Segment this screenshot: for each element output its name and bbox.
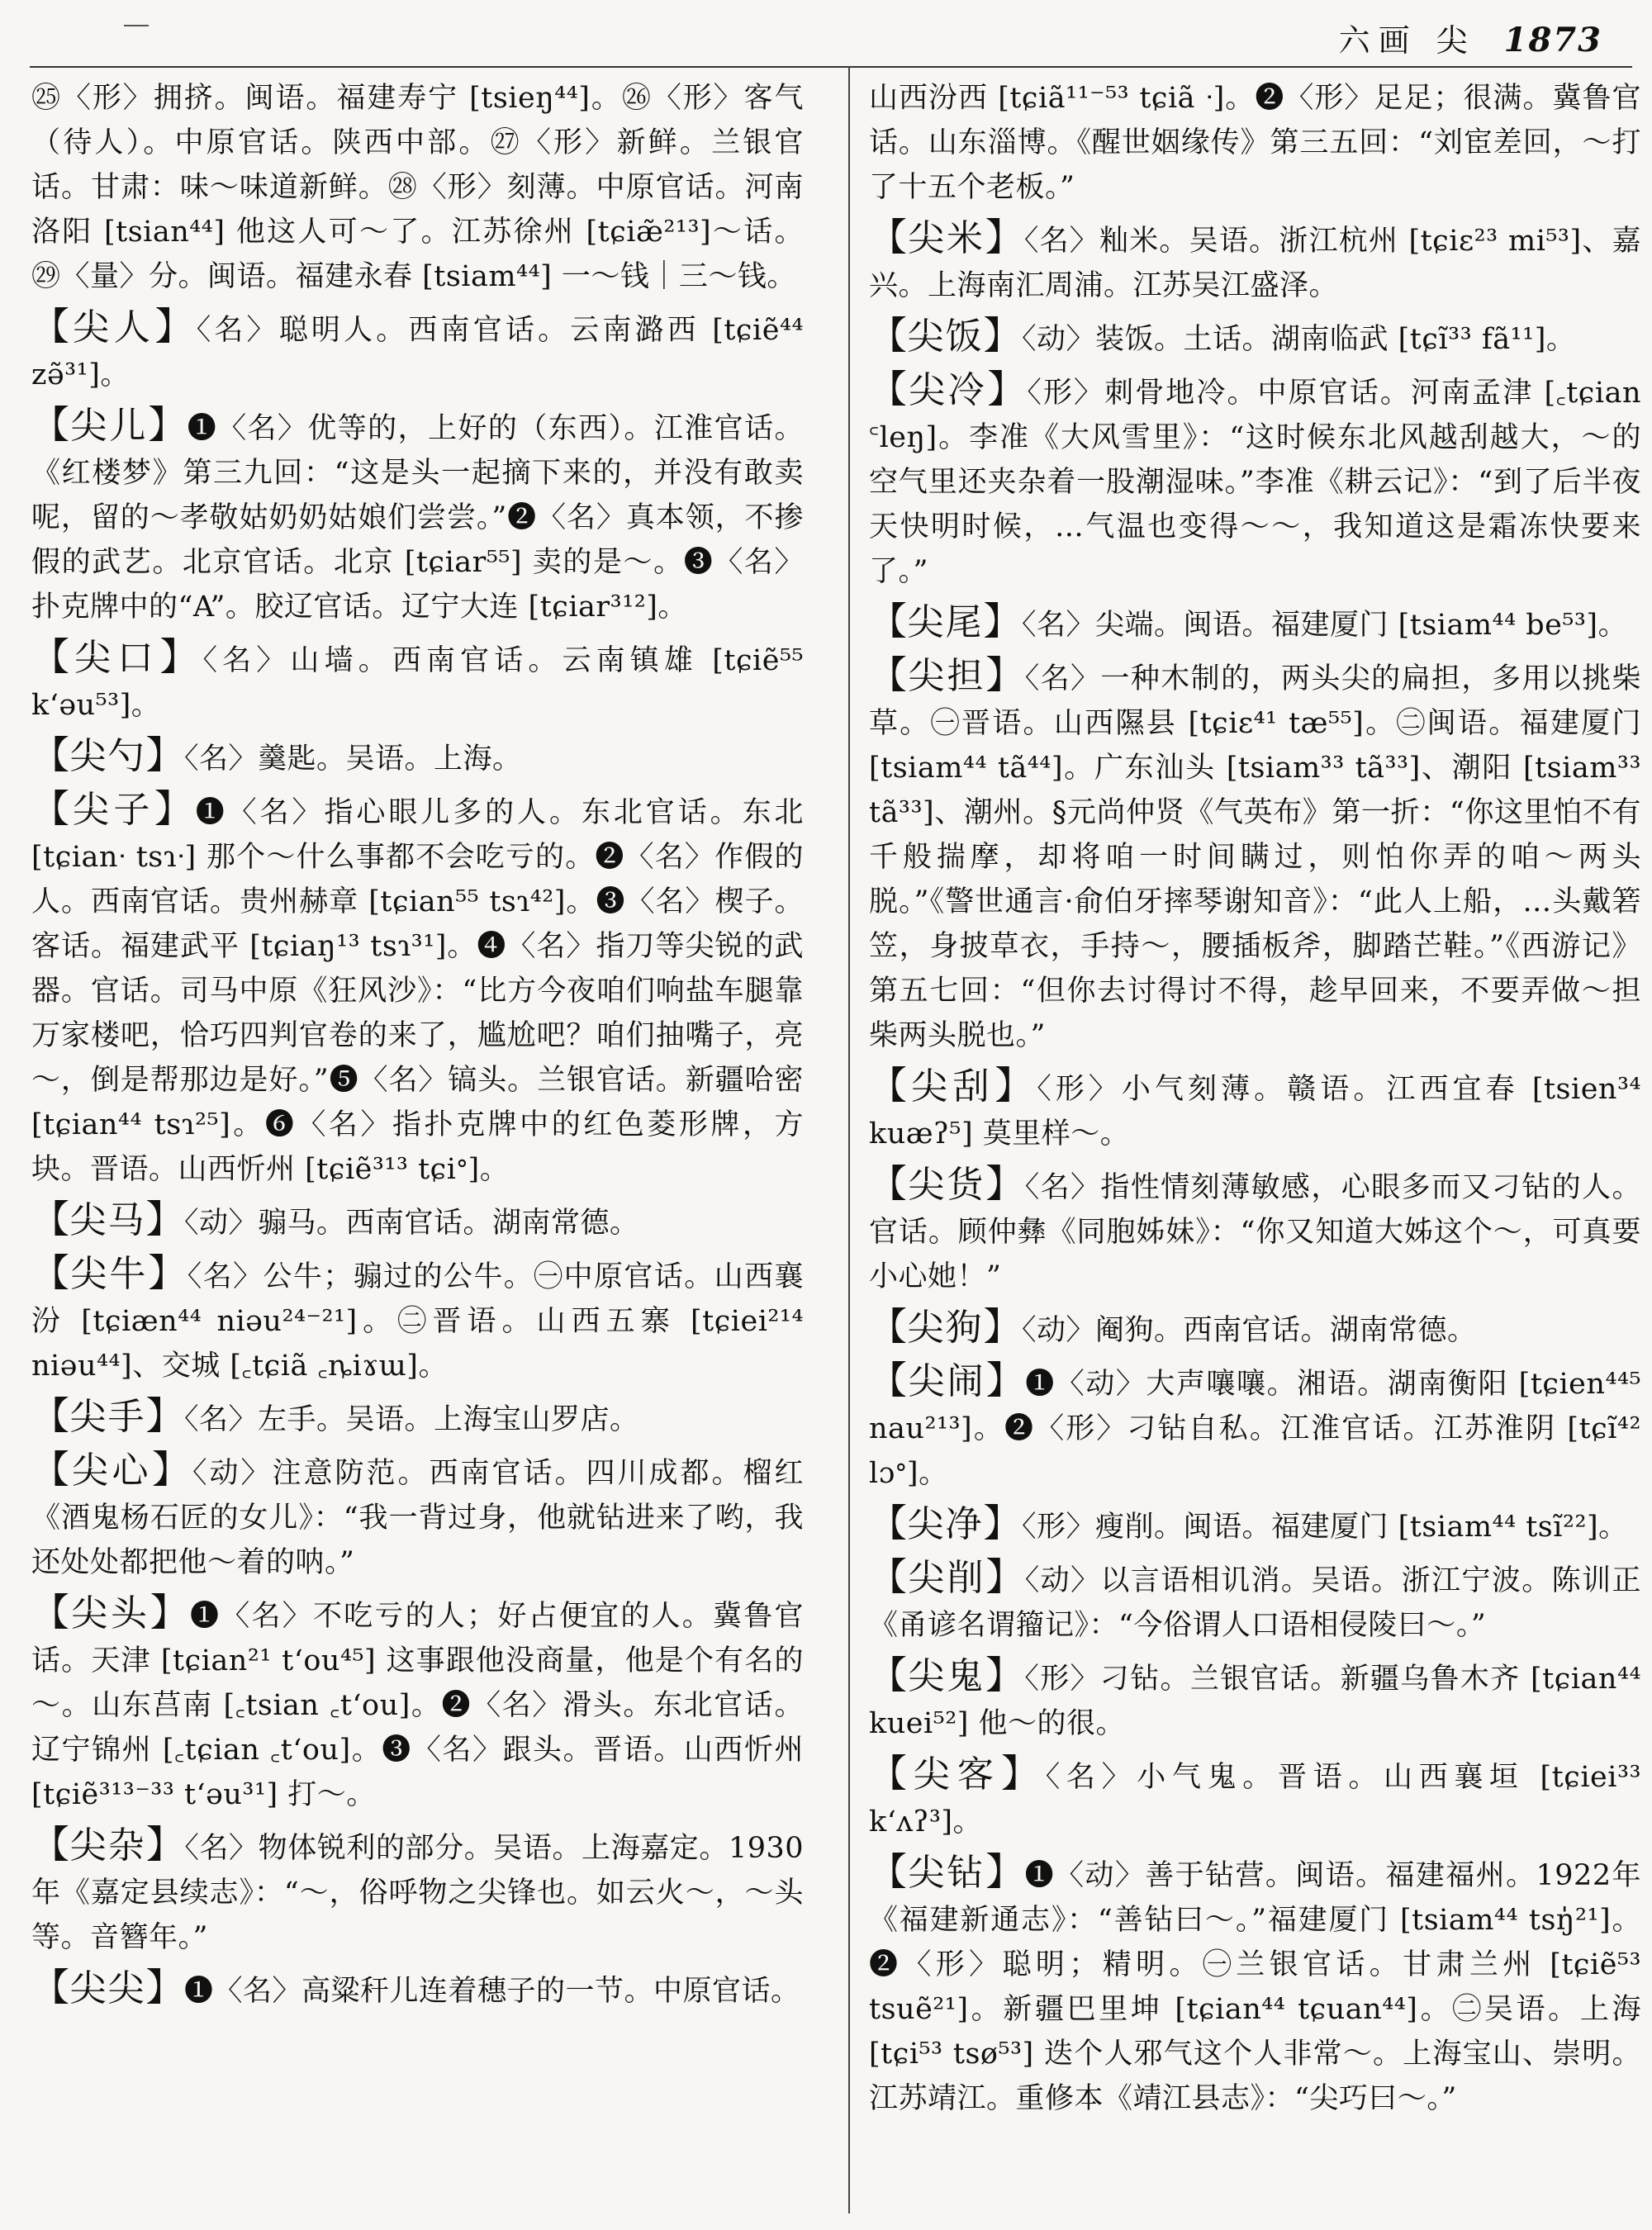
headword-bracket: 】 (150, 1590, 190, 1635)
dictionary-entry (31, 1822, 804, 1960)
entry-definition: 〈名〉籼米。吴语。浙江杭州 [tɕiɛ²³ mi⁵³]、嘉兴。上海南汇周浦。江苏吴江盛泽。 (869, 225, 1642, 302)
dictionary-entry (869, 1063, 1641, 1156)
dictionary-entry (31, 634, 804, 728)
headword-bracket: 】 (985, 1358, 1026, 1402)
dictionary-entry (869, 313, 1641, 362)
dictionary-entry (869, 1161, 1641, 1299)
dictionary-entry (31, 1197, 804, 1245)
headword: 尖净 (907, 1503, 984, 1545)
entry-definition: 〈形〉刁钻。兰银官话。新疆乌鲁木齐 [tɕian⁴⁴ kuei⁵²] 他～的很。 (869, 1663, 1642, 1740)
headword-bracket: 【 (31, 1250, 71, 1295)
headword-bracket: 】 (983, 1304, 1022, 1349)
headword-bracket: 【 (869, 1849, 909, 1894)
entry-definition: ❶〈名〉指心眼儿多的人。东北官话。东北 [tɕianᐧ tsɿᐧ] 那个～什么事都不会吃亏的。❷〈名〉作假的人。西南官话。贵州赫章 [tɕian⁵⁵ tsɿ⁴²]。❸〈名〉楔子。客话。福建武平 [tɕiaŋ¹³ tsɿ³¹]。❹〈名〉指刀等尖锐的武器。官话。司马中原《狂风沙》：“比方今夜咱们响盐车腿靠万家楼吧，恰巧四判官卷的来了，尴尬吧？咱们抽嘴子，亮～，倒是帮那边是好。”❺〈名〉镐头。兰银官话。新疆哈密 [tɕian⁴⁴ tsɿ²⁵]。❻〈名〉指扑克牌中的红色菱形牌，方块。晋语。山西忻州 [tɕiẽ³¹³ tɕiᐤ]。 (31, 796, 805, 1186)
dictionary-entry (869, 652, 1641, 1058)
headword-bracket: 【 (31, 733, 70, 777)
headword-bracket: 【 (869, 1751, 914, 1796)
dictionary-entry (869, 1849, 1641, 2121)
headword-bracket: 【 (869, 1653, 909, 1697)
entry-definition: ❶〈名〉高粱秆儿连着穗子的一节。中原官话。 (184, 1975, 800, 2008)
dictionary-entry (31, 304, 804, 397)
headword: 尖冷 (909, 369, 988, 411)
dictionary-entry (31, 76, 804, 299)
headword: 尖鬼 (908, 1655, 986, 1697)
header-radical: 六画 尖 (1338, 22, 1476, 59)
entry-definition: 〈名〉山墙。西南官话。云南镇雄 [tɕiẽ⁵⁵ kʻəu⁵³]。 (31, 644, 805, 722)
entry-definition: 〈名〉小气鬼。晋语。山西襄垣 [tɕiei³³ kʻʌʔ³]。 (869, 1761, 1642, 1839)
headword: 尖人 (73, 306, 155, 349)
headword-bracket: 】 (985, 1849, 1025, 1894)
column-divider (848, 66, 850, 2213)
dictionary-entry (869, 215, 1641, 308)
headword-bracket: 】 (148, 1250, 188, 1295)
entry-definition: 〈名〉左手。吴语。上海宝山罗店。 (184, 1403, 639, 1436)
headword-bracket: 【 (869, 1501, 908, 1545)
entry-definition: 山西汾西 [tɕiã¹¹⁻⁵³ tɕiã ᐧ]。❷〈形〉足足；很满。冀鲁官话。山东淄博。《醒世姻缘传》第三五回：“刘宦差回，～打了十五个老板。” (869, 82, 1641, 204)
headword: 尖闹 (908, 1360, 986, 1402)
entry-definition: ❶〈名〉不吃亏的人；好占便宜的人。冀鲁官话。天津 [tɕian²¹ tʻou⁴⁵] 这事跟他没商量，他是个有名的～。山东莒南 [꜀tsian ꜀tʻou]。❷〈名〉滑头。东北官话。辽宁锦州 [꜀tɕian ꜀tʻou]。❸〈名〉跟头。晋语。山西忻州 [tɕiẽ³¹³⁻³³ tʻəu³¹] 打～。 (31, 1600, 805, 1811)
entry-definition: ㉕〈形〉拥挤。闽语。福建寿宁 [tsieŋ⁴⁴]。㉖〈形〉客气（待人）。中原官话。陕西中部。㉗〈形〉新鲜。兰银官话。甘肃：味～味道新鲜。㉘〈形〉刻薄。中原官话。河南洛阳 [tsian⁴⁴] 他这人可～了。江苏徐州 [tɕiæ̃²¹³]～话。㉙〈量〉分。闽语。福建永春 [tsiam⁴⁴] 一～钱｜三～钱。 (31, 82, 804, 293)
dictionary-entry (869, 1501, 1641, 1549)
entry-definition: ❶〈名〉优等的，上好的（东西）。江淮官话。《红楼梦》第三九回：“这是头一起摘下来的，并没有敢卖呢，留的～孝敬姑奶奶姑娘们尝尝。”❷〈名〉真本领，不掺假的武艺。北京官话。北京 [tɕiar⁵⁵] 卖的是～。❸〈名〉扑克牌中的“A”。胶辽官话。辽宁大连 [tɕiar³¹²]。 (31, 412, 805, 624)
headword-bracket: 【 (31, 786, 73, 831)
headword-bracket: 】 (985, 652, 1025, 697)
dictionary-entry (31, 1250, 804, 1388)
headword-bracket: 】 (152, 1447, 192, 1492)
headword-bracket: 【 (869, 1554, 909, 1599)
entry-definition: 〈名〉公牛；骟过的公牛。㊀中原官话。山西襄汾 [tɕiæn⁴⁴ niəu²⁴⁻²¹]。㊁晋语。山西五寨 [tɕiei²¹⁴ niəu⁴⁴]、交城 [꜀tɕiã ꜀ȵiɤɯ]。 (31, 1260, 805, 1383)
dictionary-entry (31, 1393, 804, 1442)
header-tick-mark (124, 25, 149, 26)
dictionary-entry (869, 1358, 1641, 1496)
entry-definition: ❶〈动〉大声嚷嚷。湘语。湖南衡阳 [tɕien⁴⁴⁵ nau²¹³]。❷〈形〉刁钻自私。江淮官话。江苏淮阴 [tɕĩ⁴² lɔᐤ]。 (869, 1368, 1642, 1490)
headword-bracket: 【 (31, 1822, 70, 1867)
dictionary-entry (869, 1554, 1641, 1648)
headword: 尖饭 (907, 316, 984, 358)
dictionary-entry (31, 402, 804, 629)
headword-bracket: 【 (31, 1447, 72, 1492)
headword: 尖客 (913, 1753, 1002, 1796)
dictionary-entry (31, 1590, 804, 1817)
entry-definition: 〈动〉骟马。西南官话。湖南常德。 (184, 1207, 639, 1240)
entry-definition: ❶〈动〉善于钻营。闽语。福建福州。1922年《福建新通志》：“善钻曰～。”福建厦门 [tsiam⁴⁴ tsŋ̍²¹]。❷〈形〉聪明；精明。㊀兰银官话。甘肃兰州 [tɕiẽ⁵³ tsuẽ²¹]。新疆巴里坤 [tɕian⁴⁴ tɕuan⁴⁴]。㊁吴语。上海 [tɕi⁵³ tsø⁵³] 迭个人邪气这个人非常～。上海宝山、崇明。江苏靖江。重修本《靖江县志》：“尖巧曰～。” (869, 1859, 1641, 2115)
dictionary-entry (31, 733, 804, 781)
headword: 尖手 (69, 1396, 146, 1438)
headword-bracket: 】 (145, 733, 184, 777)
entry-definition: 〈名〉指性情刻薄敏感，心眼多而又刁钻的人。官话。顾仲彝《同胞姊妹》：“你又知道大姊这个～，可真要小心她！” (869, 1171, 1642, 1293)
headword: 尖子 (72, 789, 154, 831)
headword: 尖货 (908, 1164, 986, 1206)
headword: 尖儿 (70, 405, 149, 447)
dictionary-entry (869, 76, 1641, 210)
headword-bracket: 【 (869, 313, 908, 358)
dictionary-entry (869, 1304, 1641, 1353)
headword-bracket: 】 (154, 304, 197, 349)
headword-bracket: 【 (869, 367, 909, 411)
header-rule (30, 66, 1632, 68)
page-header (1339, 15, 1602, 64)
entry-definition: 〈名〉物体锐利的部分。吴语。上海嘉定。1930年《嘉定县续志》：“～，俗呼物之尖锋也。如云火～，～头等。音簪年。” (31, 1832, 805, 1954)
dictionary-entry (31, 786, 804, 1192)
entry-definition: 〈形〉小气刻薄。赣语。江西宜春 [tsien³⁴ kuæʔ⁵] 莫里样～。 (869, 1073, 1642, 1151)
headword: 尖米 (908, 217, 985, 259)
entry-definition: 〈形〉刺骨地冷。中原官话。河南孟津 [꜀tɕian ꜂leŋ]。李准《大风雪里》：“这时候东北风越刮越大，～的空气里还夹杂着一股潮湿味。”李准《耕云记》：“到了后半夜天快明时候，…气温也变得～～，我知道这是霜冻快要来了。” (869, 377, 1642, 588)
headword: 尖尖 (69, 1967, 146, 2009)
headword: 尖削 (908, 1557, 986, 1599)
left-column (31, 76, 804, 2019)
headword-bracket: 】 (159, 634, 203, 679)
dictionary-entry (869, 599, 1641, 648)
headword-bracket: 【 (869, 1304, 908, 1349)
dictionary-entry (869, 367, 1641, 594)
headword-bracket: 【 (869, 1063, 912, 1108)
dictionary-entry (31, 1447, 804, 1585)
headword-bracket: 【 (869, 652, 909, 697)
entry-definition: 〈动〉装饭。土话。湖南临武 [tɕĩ³³ fã¹¹]。 (1022, 323, 1576, 356)
headword-bracket: 【 (31, 402, 71, 447)
entry-definition: 〈动〉阉狗。西南官话。湖南常德。 (1022, 1314, 1477, 1347)
headword-bracket: 】 (995, 1063, 1037, 1108)
headword: 尖刮 (911, 1065, 995, 1108)
headword-bracket: 】 (154, 786, 196, 831)
headword: 尖勺 (69, 735, 146, 777)
headword-bracket: 【 (31, 1965, 70, 2009)
headword-bracket: 【 (869, 599, 908, 643)
headword-bracket: 【 (31, 1393, 70, 1438)
headword: 尖狗 (907, 1307, 984, 1349)
headword-bracket: 】 (145, 1197, 184, 1241)
entry-definition: 〈名〉聪明人。西南官话。云南潞西 [tɕiẽ⁴⁴ zə̃³¹]。 (31, 314, 805, 391)
entry-definition: 〈名〉尖端。闽语。福建厦门 [tsiam⁴⁴ be⁵³]。 (1022, 609, 1628, 642)
headword-bracket: 】 (145, 1822, 185, 1867)
headword-bracket: 【 (31, 304, 74, 349)
entry-definition: 〈动〉以言语相讥消。吴语。浙江宁波。陈训正《甬谚名谓籀记》：“今俗谓人口语相侵陵曰～。” (869, 1564, 1642, 1642)
headword: 尖牛 (70, 1253, 149, 1295)
headword-bracket: 【 (31, 634, 75, 679)
headword-bracket: 】 (1001, 1751, 1046, 1796)
headword-bracket: 【 (31, 1197, 70, 1241)
entry-definition: 〈名〉一种木制的，两头尖的扁担，多用以挑柴草。㊀晋语。山西隰县 [tɕiɛ⁴¹ tæ⁵⁵]。㊁闽语。福建厦门 [tsiam⁴⁴ tã⁴⁴]。广东汕头 [tsiam³³ tã³³]、潮阳 [tsiam³³ tã³³]、潮州。§元尚仲贤《气英布》第一折：“你这里怕不有千般揣摩，却将咱一时间瞒过，则怕你弄的咱～两头脱。”《警世通言·俞伯牙摔琴谢知音》：“此人上船，…头戴箬笠，身披草衣，手持～，腰插板斧，脚踏芒鞋。”《西游记》第五七回：“但你去讨得讨不得，趁早回来，不要弄做～担柴两头脱也。” (869, 662, 1642, 1052)
headword: 尖心 (72, 1450, 152, 1492)
entry-definition: 〈名〉羹匙。吴语。上海。 (184, 743, 522, 776)
headword: 尖钻 (908, 1852, 986, 1894)
headword-bracket: 【 (31, 1590, 72, 1635)
headword-bracket: 】 (987, 367, 1028, 411)
headword: 尖马 (69, 1199, 146, 1241)
headword-bracket: 】 (145, 1965, 184, 2009)
headword: 尖尾 (907, 601, 984, 643)
headword-bracket: 】 (985, 1554, 1025, 1599)
headword: 尖口 (74, 637, 160, 679)
headword-bracket: 】 (983, 599, 1022, 643)
entry-definition: 〈形〉瘦削。闽语。福建厦门 [tsiam⁴⁴ tsĩ²²]。 (1022, 1511, 1628, 1544)
dictionary-entry (31, 1965, 804, 2014)
page-number: 1873 (1503, 21, 1602, 59)
headword-bracket: 】 (983, 313, 1022, 358)
headword-bracket: 】 (985, 1161, 1025, 1206)
headword-bracket: 】 (985, 215, 1024, 259)
headword: 尖担 (908, 655, 986, 697)
dictionary-entry (869, 1751, 1641, 1844)
headword-bracket: 【 (869, 215, 909, 259)
headword: 尖杂 (69, 1824, 146, 1867)
entry-definition: 〈动〉注意防范。西南官话。四川成都。榴红《酒鬼杨石匠的女儿》：“我一背过身，他就钻进来了哟，我还处处都把他～着的呐。” (31, 1457, 804, 1579)
headword-bracket: 】 (145, 1393, 184, 1438)
headword-bracket: 【 (869, 1358, 909, 1402)
headword-bracket: 【 (869, 1161, 909, 1206)
headword-bracket: 】 (985, 1653, 1025, 1697)
headword-bracket: 】 (983, 1501, 1022, 1545)
right-column (869, 76, 1641, 2126)
headword-bracket: 】 (148, 402, 188, 447)
headword: 尖头 (71, 1592, 150, 1635)
dictionary-entry (869, 1653, 1641, 1746)
